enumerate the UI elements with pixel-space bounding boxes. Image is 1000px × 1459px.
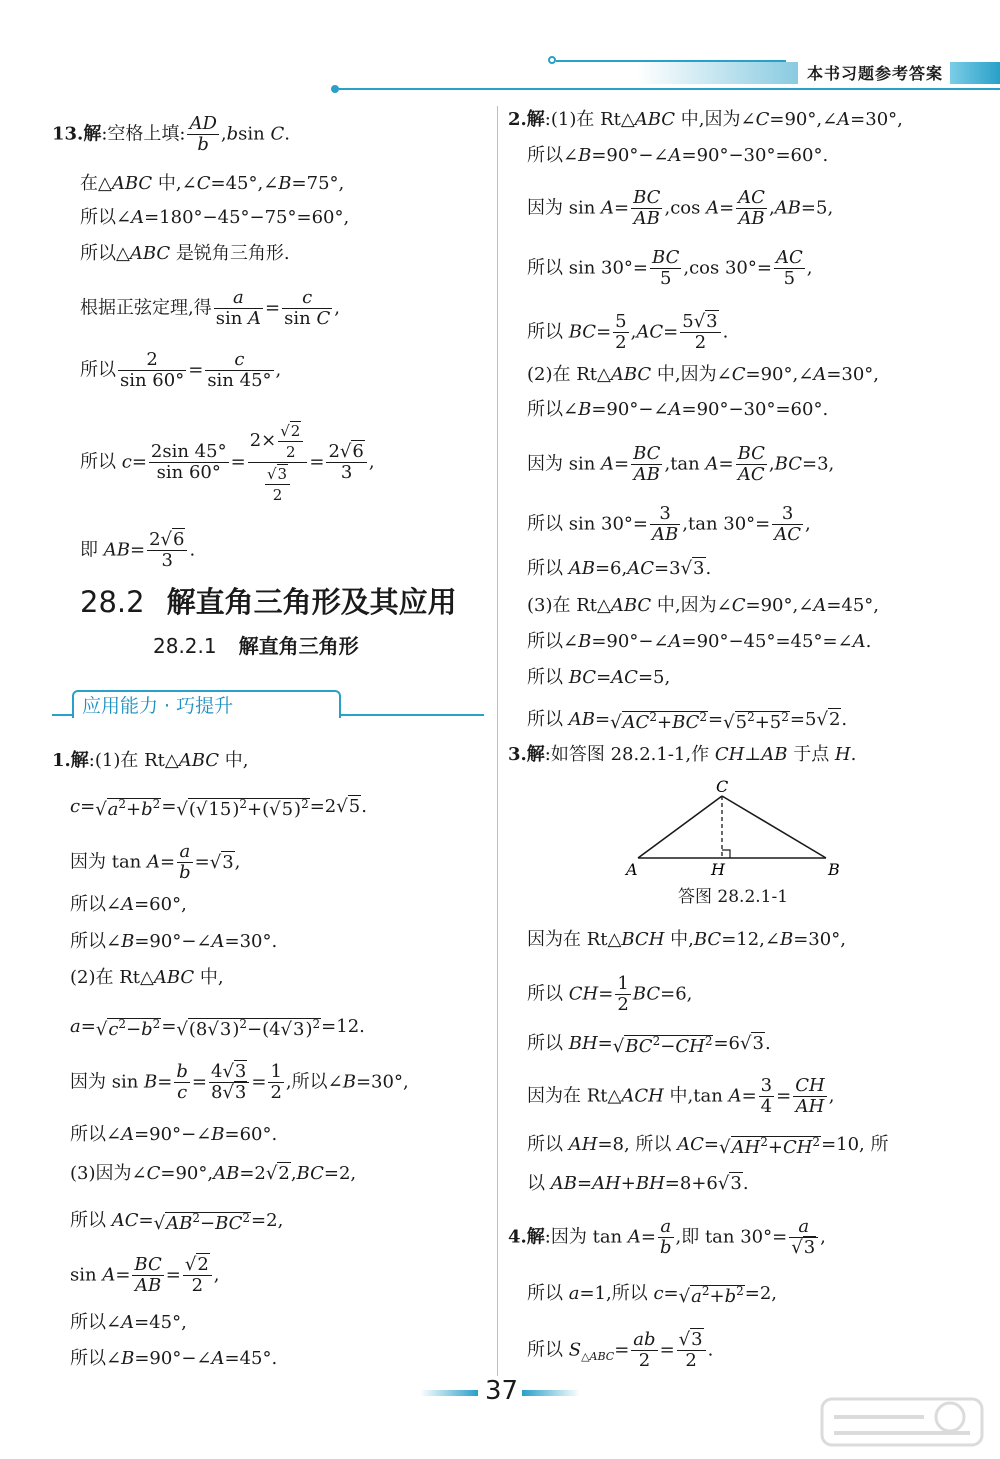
problem-13-header: 13.解:空格上填: $\frac{AD}{b}$ ,bsin C. (52, 113, 290, 155)
label-b: B (828, 860, 840, 879)
label-a: A (626, 860, 638, 879)
page-number: 37 (485, 1376, 519, 1406)
side-ac (638, 796, 722, 858)
right-angle-mark (722, 850, 730, 858)
side-bc (722, 796, 826, 858)
label-c: C (716, 777, 729, 796)
label-h: H (711, 860, 725, 879)
header-title: 本书习题参考答案 (800, 62, 950, 86)
subsection-heading: 28.2.1 解直角三角形 (153, 634, 359, 658)
problem-2-header: 2.解:(1)在 Rt△ABC 中,因为∠C=90°,∠A=30°, (508, 109, 903, 130)
section-heading: 28.2 解直角三角形及其应用 (80, 585, 457, 619)
problem-4-header: 4.解:因为 tan A= $\frac{a}{b}$ ,即 tan 30°= $\frac{a}{√3}$ , (508, 1216, 826, 1258)
banner-label: 应用能力 · 巧提升 (82, 695, 234, 717)
triangle-figure (618, 774, 858, 884)
figure-caption: 答图 28.2.1-1 (678, 887, 789, 907)
problem-3-header: 3.解:如答图 28.2.1-1,作 CH⊥AB 于点 H. (508, 744, 857, 765)
column-divider (497, 106, 498, 1376)
page-header (548, 52, 1000, 88)
problem-1-header: 1.解:(1)在 Rt△ABC 中, (52, 750, 249, 771)
section-banner (52, 690, 484, 720)
watermark-logo (820, 1395, 985, 1450)
